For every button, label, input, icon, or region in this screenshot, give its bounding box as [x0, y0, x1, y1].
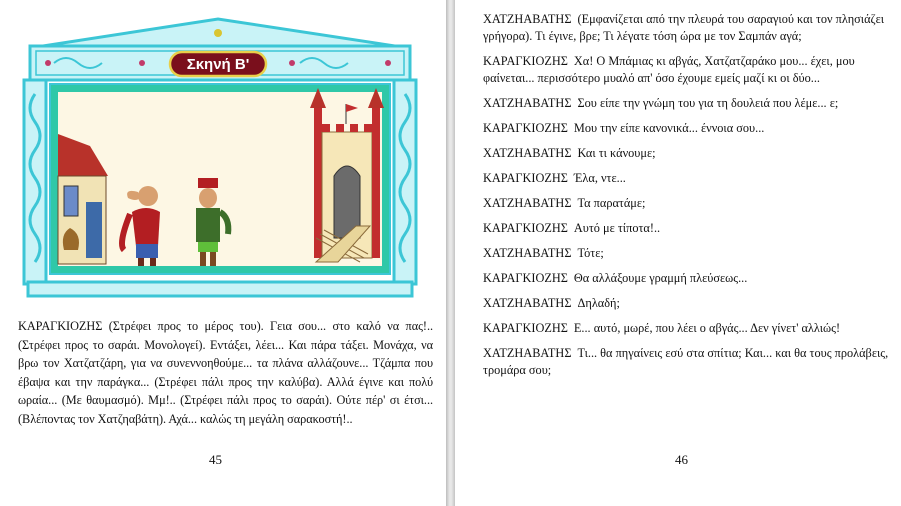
speaker-name: ΧΑΤΖΗΑΒΑΤΗΣ [483, 346, 572, 360]
line-text: Χα! Ο Μπάμιας κι αβγάς, Χατζατζαράκο μου... έχει, μου φαίνεται... περισσότερο μυαλό απ' όσο έχουμε εμείς μαζί κι οι δύο... [483, 54, 855, 85]
dialogue-line [483, 270, 893, 287]
dialogue-line [483, 320, 893, 337]
dialogue-list [483, 11, 893, 387]
page-number: 46 [675, 452, 688, 467]
line-text: Τα παρατάμε; [577, 196, 646, 210]
speaker-name: ΧΑΤΖΗΑΒΑΤΗΣ [483, 196, 572, 210]
dialogue-line [483, 11, 893, 45]
dialogue-line [483, 120, 893, 137]
dialogue-line [483, 145, 893, 162]
scene-label: Σκηνή Β' [186, 56, 250, 73]
book-page-left [0, 0, 446, 506]
dialogue-line [483, 295, 893, 312]
dialogue-line [483, 245, 893, 262]
book-gutter [446, 0, 455, 506]
dialogue-line [483, 53, 893, 87]
line-text: Μου την είπε κανονικά... έννοια σου... [573, 121, 765, 135]
narration-paragraph: ΚΑΡΑΓΚΙΟΖΗΣ (Στρέφει προς το μέρος του). Γεια σου... στο καλό να πας!.. (Στρέφει προς το σαράι. Μονολογεί). Εντάξει, λέει... Και πάρα τάξει. Μονάχα, να βρω τον Χατζατζάρη, για να συνεννοηθούμε... τα πλάνα αλλάζουνε... Τζάμπα που έβαψα και την παράγκα... (Στρέφει πάλι προς την καλύβα). Αλλά έγινε και πολύ ωραία... (Με θαυμασμό). Μμ!.. (Στρέφει πάλι προς το σαράι). Ούτε πέρ' σι έτσι... (Βλέποντας τον Χατζηαβάτη). Αχά... καλώς τη μεγάλη σαρακοστή!.. [18, 319, 433, 426]
speaker-name: ΚΑΡΑΓΚΙΟΖΗΣ [483, 54, 568, 68]
dialogue-line [483, 345, 893, 379]
line-text: Θα αλλάξουμε γραμμή πλεύσεως... [573, 271, 748, 285]
speaker-name: ΧΑΤΖΗΑΒΑΤΗΣ [483, 146, 572, 160]
line-text: Αυτό με τίποτα!.. [573, 221, 661, 235]
book-page-right [455, 0, 901, 506]
speaker-name: ΚΑΡΑΓΚΙΟΖΗΣ [483, 121, 568, 135]
line-text: (Εμφανίζεται από την πλευρά του σαραγιού και τον πλησιάζει γρήγορα). Τι έγινε, βρε; Τι λέγατε τόση ώρα με τον Σαμπάν αγά; [483, 12, 885, 43]
speaker-name: ΚΑΡΑΓΚΙΟΖΗΣ [483, 171, 568, 185]
line-text: Δηλαδή; [577, 296, 620, 310]
speaker-name: ΧΑΤΖΗΑΒΑΤΗΣ [483, 12, 572, 26]
speaker-name: ΧΑΤΖΗΑΒΑΤΗΣ [483, 246, 572, 260]
speaker-name: ΚΑΡΑΓΚΙΟΖΗΣ [483, 221, 568, 235]
speaker-name: ΧΑΤΖΗΑΒΑΤΗΣ [483, 296, 572, 310]
line-text: Τι... θα πηγαίνεις εσύ στα σπίτια; Και... και θα τους προλάβεις, τρομάρα σου; [483, 346, 889, 377]
dialogue-line [483, 195, 893, 212]
line-text: Ε... αυτό, μωρέ, που λέει ο αβγάς... Δεν γίνετ' αλλιώς! [573, 321, 841, 335]
dialogue-line [483, 220, 893, 237]
line-text: Τότε; [577, 246, 604, 260]
speaker-name: ΚΑΡΑΓΚΙΟΖΗΣ [483, 321, 568, 335]
speaker-name: ΧΑΤΖΗΑΒΑΤΗΣ [483, 96, 572, 110]
line-text: Σου είπε την γνώμη του για τη δουλειά που λέμε... ε; [577, 96, 839, 110]
dialogue-line [483, 170, 893, 187]
speaker-name: ΚΑΡΑΓΚΙΟΖΗΣ [483, 271, 568, 285]
dialogue-line [483, 95, 893, 112]
line-text: Και τι κάνουμε; [577, 146, 656, 160]
line-text: Έλα, ντε... [573, 171, 626, 185]
shadow-theatre-illustration [20, 16, 420, 298]
page-number: 45 [209, 452, 222, 467]
